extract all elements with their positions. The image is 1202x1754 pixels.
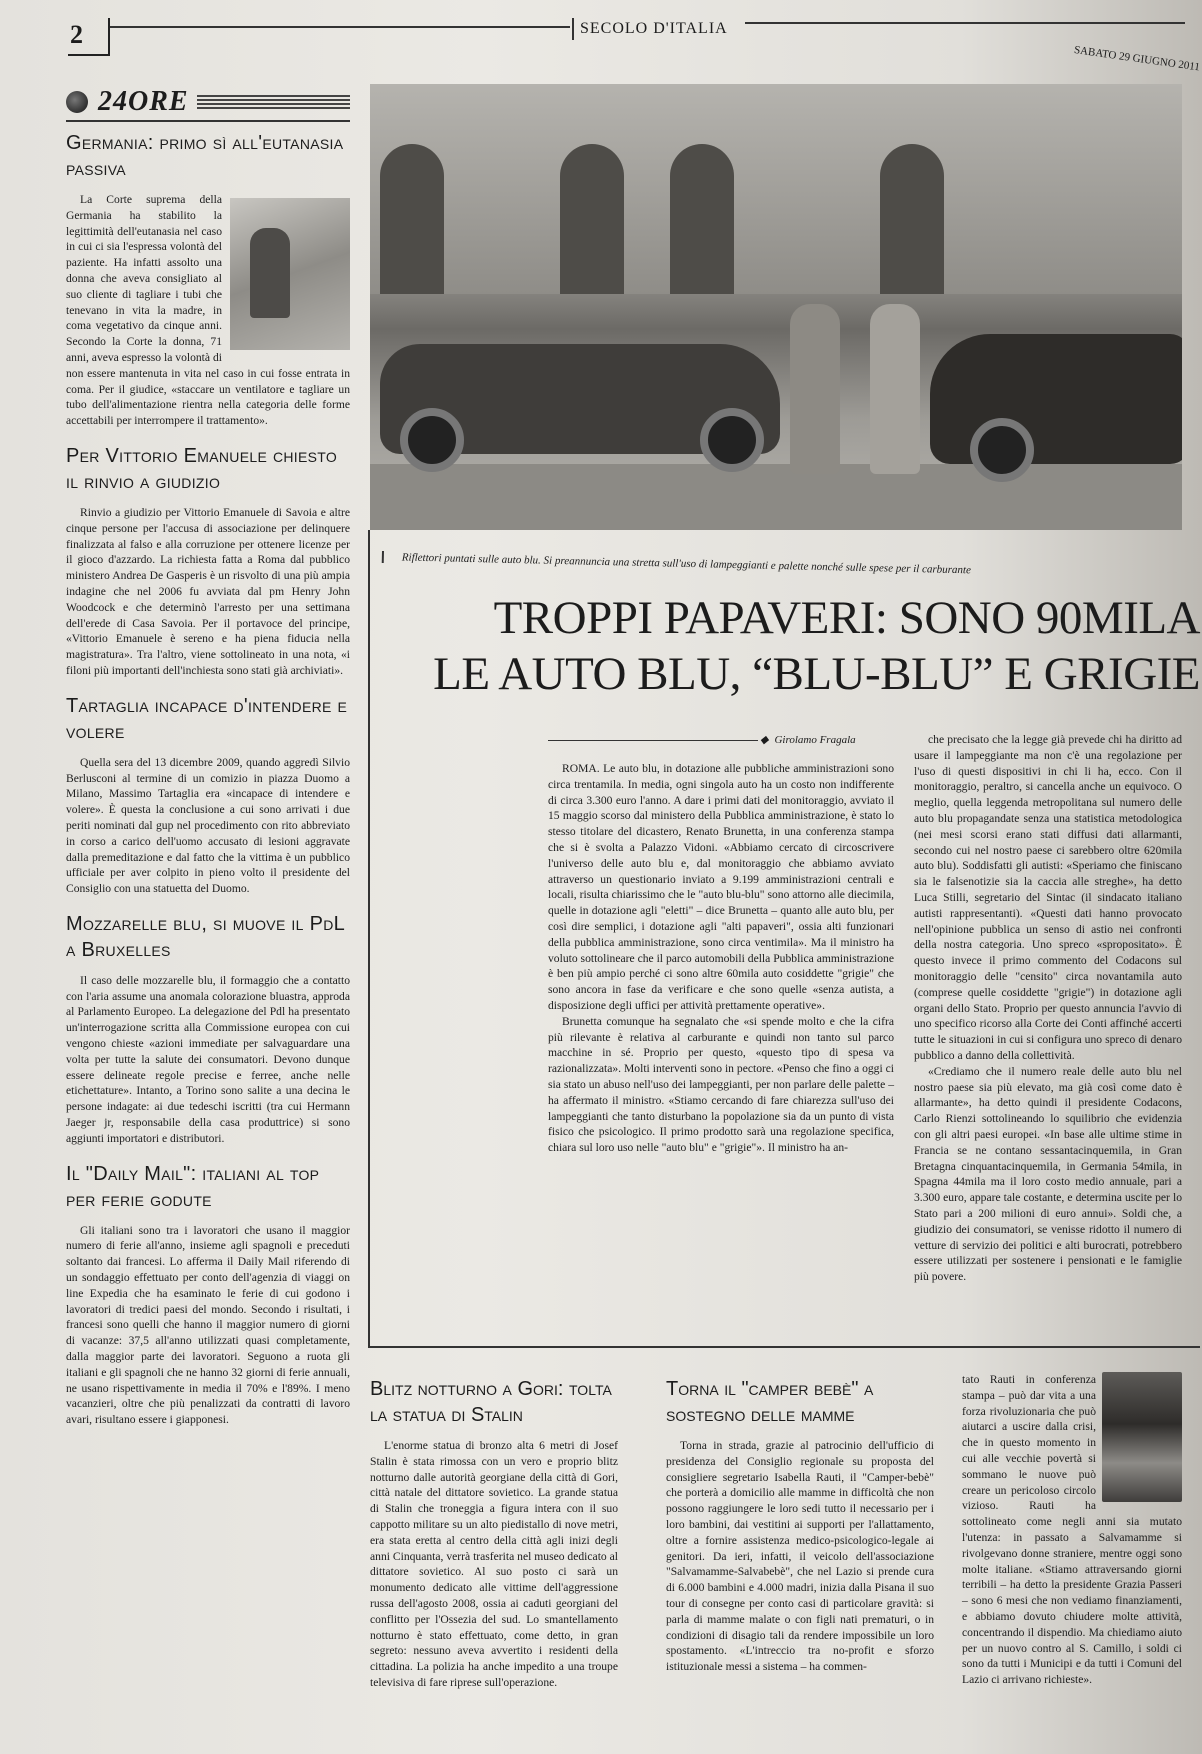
bottom-article-continued — [962, 1372, 1182, 1688]
article-body: La Corte suprema della Germania ha stabilito la legittimità dell'eutanasia nel caso in cui ci sia l'espressa volontà del paziente. Ha infatti assolto una donna che aveva consigliato al suo cliente di tagliare i tubi che tenevano in vita la madre, in coma vegetativo da cinque anni. Secondo la Corte la donna, 71 anni, aveva espresso la volontà di non essere mantenuta in vita nel caso in cui fosse entrata in coma. Per il giudice, «staccare un ventilatore e tagliare un tubo dell'alimentazione rientra nella categoria delle forme accettabili per interrompere il trattamento». — [66, 193, 350, 428]
article-body: tato Rauti in conferenza stampa – può dar vita a una forza rivoluzionaria che può aiutarci a uscire dalla crisi, che in questo momento in cui alle vecchie povertà si sommano le nuove può creare un pericoloso circolo vizioso. Rauti ha sottolineato come negli anni sia mutato l'utenza: in passato a Salvamamme si rivolgevano donne straniere, mentre oggi sono molte italiane. «Stiamo attraversando giorni terribili – ha detto la presidente Grazia Passeri – sono 6 mesi che non vediamo finanziamenti, e abbiamo dovuto chiudere molte attività, concentrando il dispendio. Ma chiediamo aiuto per un nuovo contro al S. Camillo, i soldi ci sono da tutti i Municipi e da tutti i Comuni del Lazio ci arrivano richieste». — [962, 1373, 1182, 1687]
byline: ◆ Girolamo Fragala — [760, 733, 856, 746]
article-title: Germania: primo sì all'eutanasia passiva — [66, 132, 344, 180]
photo-caption: Riflettori puntati sulle auto blu. Si preannuncia una stretta sull'uso di lampeggianti e palette nonché sulle spese per il carburante — [382, 551, 1202, 582]
page-number: 2 — [70, 20, 83, 49]
byline-rule — [548, 740, 758, 741]
article-title: Mozzarelle blu, si muove il PdL a Bruxelles — [66, 912, 345, 961]
photo-ground — [370, 464, 1182, 530]
main-column-1 — [548, 761, 894, 1156]
section-logo-text: 24ORE — [98, 86, 189, 117]
article-body: Torna in strada, grazie al patrocinio dell'ufficio di presidenza del Consiglio regionale su proposta del consigliere segretario Isabella Rauti, il "Camper-bebè" che porterà a domicilio alle mamme in difficoltà che non possono raggiungere le loro sedi tutto il necessario per i loro bambini, dai vestitini ai supporti per l'allattamento, oltre a fornire assistenza medico-psicologico-legale ai genitori. Da ieri, infatti, il veicolo dell'associazione "Salvamamme-Salvabebè", che nel Lazio si prende cura di 6.000 bambini e 4.000 madri, inizia dalla Pisana il suo tour di consegne per conto casi di particolare gravità: si parla di mamme malate o con figli nati prematuri, o in condizioni di disagio tali da rendere impossibile un loro spostamento. «L'intreccio tra no-profit e sforzo istituzionale messi a sistema – ha commen- — [666, 1439, 934, 1674]
article-title: Torna il "camper bebè" a sostegno delle mamme — [666, 1378, 874, 1426]
photo-arch — [380, 144, 444, 294]
article-title: Per Vittorio Emanuele chiesto il rinvio a giudizio — [66, 444, 338, 493]
photo-arch — [560, 144, 624, 294]
photo-building — [370, 84, 1182, 294]
sidebar-article — [66, 693, 350, 897]
section-logo — [66, 84, 350, 122]
header-rule-left — [110, 26, 570, 28]
portrait-photo — [1102, 1372, 1182, 1502]
paragraph: Brunetta comunque ha segnalato che «si spende molto e che la cifra più rilevante è relativa al carburante e quindi non tanto sul parco macchine in sé. Proprio per questo, «questo tipo di spesa va razionalizzata». Molti interventi sono in pectore. «Penso che fino a oggi ci sia stato un abuso nell'uso dei lampeggianti, per non parlare delle palette – ha affermato il ministro. «Stiamo cercando di fare chiarezza sull'uso dei lampeggianti che tanto disturbano la popolazione sia da un punto di vista fisico che psicologico. Il primo prodotto sarà una regolazione specifica, chiara sul loro uso nelle "auto blu" e "grigie"». Il ministro ha an- — [548, 1014, 894, 1155]
sidebar-article — [66, 443, 350, 679]
photo-arch — [670, 144, 734, 294]
sidebar-article — [66, 1161, 350, 1428]
issue-date: SABATO 29 GIUGNO 2011 — [1073, 44, 1201, 74]
headline-line: TROPPI PAPAVERI: SONO 90MILA — [493, 592, 1200, 644]
bottom-article-camper — [666, 1376, 934, 1675]
photo-arch — [880, 144, 944, 294]
sidebar-article — [66, 911, 350, 1147]
logo-rules — [197, 95, 350, 109]
masthead: SECOLO D'ITALIA — [580, 20, 728, 37]
bottom-article-stalin — [370, 1376, 618, 1691]
article-body: L'enorme statua di bronzo alta 6 metri di Josef Stalin è stata rimossa con un vero e proprio blitz notturno dalle autorità georgiane della città di Gori, città natale del dittatore sovietico. La grande statua di Stalin che troneggia a figura intera con il suo cappotto militare su un alto piedistallo di nove metri, era stata eretta al centro della città agli inizi degli anni Cinquanta, verrà trasferita nel museo dedicato al dittatore sovietico. Al suo posto ci sarà un monumento dedicato alle vittime dell'aggressione russa dell'agosto 2008, ossia ai caduti georgiani del conflitto per l'Ossezia del sud. Lo smantellamento notturno è stato effettuato, come detto, in gran segreto: nessuno aveva avvertito i residenti della cittadina. La polizia ha anche impedito a una troupe televisiva di fare riprese sull'operazione. — [370, 1439, 618, 1689]
main-headline — [380, 590, 1200, 702]
photo-wheel — [700, 408, 764, 472]
article-title: Tartaglia incapace d'intendere e volere — [66, 694, 348, 743]
photo-wheel — [970, 418, 1034, 482]
main-photo-blue-cars — [370, 84, 1182, 530]
main-column-2 — [914, 732, 1182, 1285]
article-body: Il caso delle mozzarelle blu, il formaggio che a contatto con l'aria assume una anomala colorazione bluastra, approda al Parlamento Europeo. La delegazione del Pdl ha presentato un'interrogazione scritta alla Commissione europea con cui vengono chieste «azioni immediate per salvaguardare una volta per tutte la salute dei consumatori. Devono dunque essere delineate regole precise e ferree, anche nelle etichettature». Intanto, a Torino sono salite a una decina le persone indagate: ai due tedeschi iscritti (tra cui Hermann Jaeger jr, responsabile della casa produttrice) si sono aggiunti importatori e distributori. — [66, 973, 350, 1145]
photo-person — [870, 304, 920, 474]
photo-wheel — [400, 408, 464, 472]
article-photo — [230, 198, 350, 350]
article-body: Rinvio a giudizio per Vittorio Emanuele di Savoia e altre cinque persone per l'accusa di associazione per delinquere finalizzata al falso e alla corruzione per ottenere licenze per il gioco d'azzardo. La richiesta fatta a Roma dal pubblico ministero Andrea De Gasperis è un risvolto di una più ampia indagine che nel 2006 fu avviata dal pm Henry John Woodcock e che determinò l'arresto per una settimana dell'erede di Casa Savoia. Per il portavoce del principe, «Vittorio Emanuele è sereno e ha piena fiducia nella magistratura». Tra l'altro, viene sottolineato in una nota, «i filoni più importanti dell'inchiesta sono stati già archiviati». — [66, 505, 350, 677]
photo-person — [790, 304, 840, 474]
article-body: Quella sera del 13 dicembre 2009, quando aggredì Silvio Berlusconi al termine di un comizio in piazza Duomo a Milano, Massimo Tartaglia era «incapace di intendere e volere». È questa la conclusione a cui sono arrivati i due periti nominati dal gup nel procedimento con rito abbreviato in corso a carico dell'uomo accusato di lesioni aggravate dalla premeditazione e dal fatto che la vittima è un pubblico ufficiale per aver colpito in pieno volto il presidente del Consiglio con una statuetta del Duomo. — [66, 755, 350, 896]
globe-icon — [66, 91, 88, 113]
sidebar-24ore — [66, 84, 350, 1442]
photo-car — [380, 344, 780, 454]
article-title: Il "Daily Mail": italiani al top per ferie godute — [66, 1162, 320, 1211]
header-rule-right — [745, 22, 1185, 24]
paragraph: ROMA. Le auto blu, in dotazione alle pubbliche amministrazioni sono circa trentamila. In media, ogni singola auto ha un costo non indifferente di circa 3.300 euro l'anno. A dare i primi dati del monitoraggio, avviato il 15 maggio scorso dal ministero della Pubblica amministrazione, è stato lo stesso titolare del dicastero, Renato Brunetta, in una conferenza stampa che si è svolta a Palazzo Vidoni. «Abbiamo cercato di circoscrivere l'universo delle auto blu e, dal monitoraggio che abbiamo avviato attraverso un questionario inviato a 9.199 amministrazioni centrali e locali, risulta chiarissimo che le "auto blu-blu" sono attorno alle diecimila, quelle in dotazione agli "eletti" – dice Brunetta – quanto alle auto blu, per così dire semplici, i dotazione agli "alti papaveri", ossia alti funzionari della pubblica amministrazione, sono circa ventimila». Ma il ministro ha voluto sottolineare che il parco automobili della Pubblica amministrazione è ben più ampio perché ci sono altre 60mila auto cosiddette "grigie" che sono ancora in fase da verificare e che sono quelle «senza autista, a disposizione degli uffici per attività prettamente operative». — [548, 762, 894, 1012]
article-body: Gli italiani sono tra i lavoratori che usano il maggior numero di ferie all'anno, insieme agli spagnoli e preceduti soltanto dai francesi. Lo afferma il Daily Mail riferendo di un sondaggio effettuato per conto dell'agenzia di viaggi on line Expedia che ha esaminato le ferie di cui godono i lavoratori di tredici paesi del mondo. Secondo i risultati, i francesi sono quelli che hanno il maggior numero di giorni di vacanze: 37,5 all'anno utilizzati quasi completamente, dalla maggior parte dei lavoratori. Seguono a ruota gli italiani e gli spagnoli che ne hanno 32 giorni di ferie annuali, ne usano rispettivamente in media il 70% e l'89%. I meno vacanzieri, oltre che più penalizzati da contratti di lavoro avari, risultano essere i giapponesi. — [66, 1223, 350, 1427]
headline-line: LE AUTO BLU, “BLU-BLU” E GRIGIE — [433, 648, 1200, 700]
sidebar-article — [66, 130, 350, 429]
photo-car — [930, 334, 1182, 464]
article-title: Blitz notturno a Gori: tolta la statua di Stalin — [370, 1378, 612, 1426]
paragraph: «Crediamo che il numero reale delle auto blu nel nostro paese sia più elevato, ma già così come dato è allarmante», ha detto quindi il presidente Codacons, Carlo Rienzi sottolineando lo squilibrio che evidenzia con gli altri paesi europei. «In base alle ultime stime in Francia se ne contano sessantacinquemila, in Gran Bretagna cinquantacinquemila, in Germania 54mila, in Spagna 44mila ma il loro costo medio annuale, pari a 3.300 euro, appare tale costante, e determina uscite per lo Stato pari a 200 milioni di euro annui». Soldi che, a giudizio dei consumatori, se venisse ridotto il numero di vetture di servizio dei politici e alti burocrati, potrebbero essere utilizzati per sostenere i pensionati e le famiglie più povere. — [914, 1064, 1182, 1284]
paragraph: che precisato che la legge già prevede chi ha diritto ad usare il lampeggiante ma non c'è una regolazione per l'uso di questi dispositivi in chi li ha, ecco. Con il monitoraggio, peraltro, si cancella anche un equivoco. O meglio, quella leggenda metropolitana sul numero delle auto blu propagandate senza una statistica metodologica (nei mesi scorsi erano stati diffusi dati allarmanti, secondo cui nel nostro paese ci sarebbero oltre 620mila auto blu). Soddisfatti gli autisti: «Speriamo che finiscano sia le falsenotizie sia la caccia alle streghe», ha detto Luca Stilli, segretario del Sintac (il sindacato italiano autisti rappresentanti). «Questi dati hanno provocato nell'opinione pubblica un senso di astio nei confronti della nostra categoria. Uno spreco «spropositato». È questo invece il primo commento del Codacons sul monitoraggio delle "censito" circa novantamila auto (comprese quelle cosiddette "grigie") in dotazione agli organi dello Stato. Proprio per questo annuncia l'avvio di uno specifico ricorso alla Corte dei Conti affinché accerti tutte le situazioni in cui si configura uno spreco di denaro pubblico a danno della collettività. — [914, 733, 1182, 1062]
